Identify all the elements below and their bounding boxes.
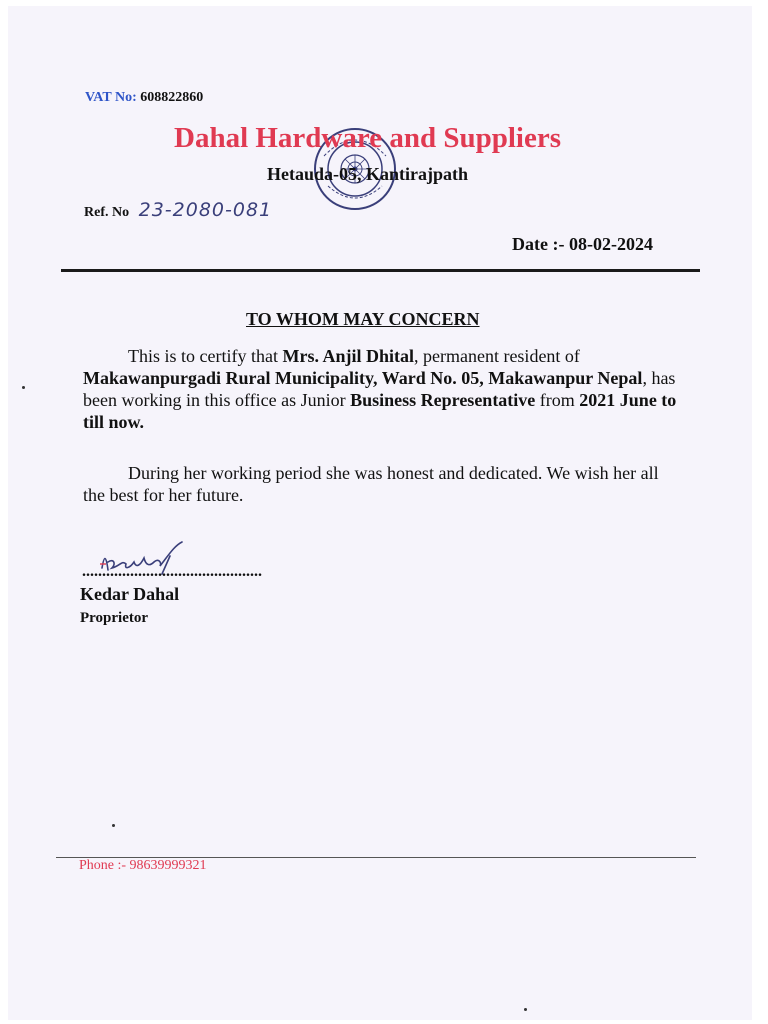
- signatory-role: Proprietor: [80, 610, 149, 626]
- paper-speck: [22, 386, 25, 389]
- closing-text: During her working period she was honest and dedicated. We wish her all the best for her future.: [83, 463, 659, 505]
- letter-date: Date :- 08-02-2024: [512, 234, 653, 254]
- vat-line: [85, 90, 203, 106]
- footer-phone: Phone :- 98639999321: [79, 858, 207, 873]
- reference-number: 23-2080-081: [138, 199, 273, 221]
- employment-period: 2021 June to till now.: [83, 390, 677, 432]
- p1-text-a: This is to certify that: [128, 346, 283, 366]
- closing-paragraph: [83, 462, 683, 506]
- reference-label: Ref. No: [84, 205, 130, 220]
- paper-speck: [112, 824, 115, 827]
- company-name: Dahal Hardware and Suppliers: [174, 122, 562, 154]
- p1-text-c: , has been working in this office as Junior: [83, 368, 676, 410]
- letter-heading: TO WHOM MAY CONCERN: [246, 309, 480, 329]
- p1-text-d: from: [535, 390, 580, 410]
- header-divider: [61, 269, 700, 272]
- signatory-name: Kedar Dahal: [80, 584, 180, 604]
- vat-number: 608822860: [140, 90, 204, 105]
- employee-name: Mrs. Anjil Dhital: [282, 346, 414, 366]
- company-address: Hetauda-05, Kantirajpath: [267, 164, 469, 184]
- signature-line: .............................................: [82, 563, 262, 580]
- employee-position: Business Representative: [350, 390, 536, 410]
- paper-speck: [524, 1008, 527, 1011]
- vat-label: VAT No:: [85, 90, 137, 105]
- employee-address: Makawanpurgadi Rural Municipality, Ward No. 05, Makawanpur Nepal: [83, 368, 643, 388]
- reference-line: [84, 199, 272, 221]
- p1-text-b: , permanent resident of: [413, 346, 580, 366]
- certification-paragraph: [83, 345, 683, 433]
